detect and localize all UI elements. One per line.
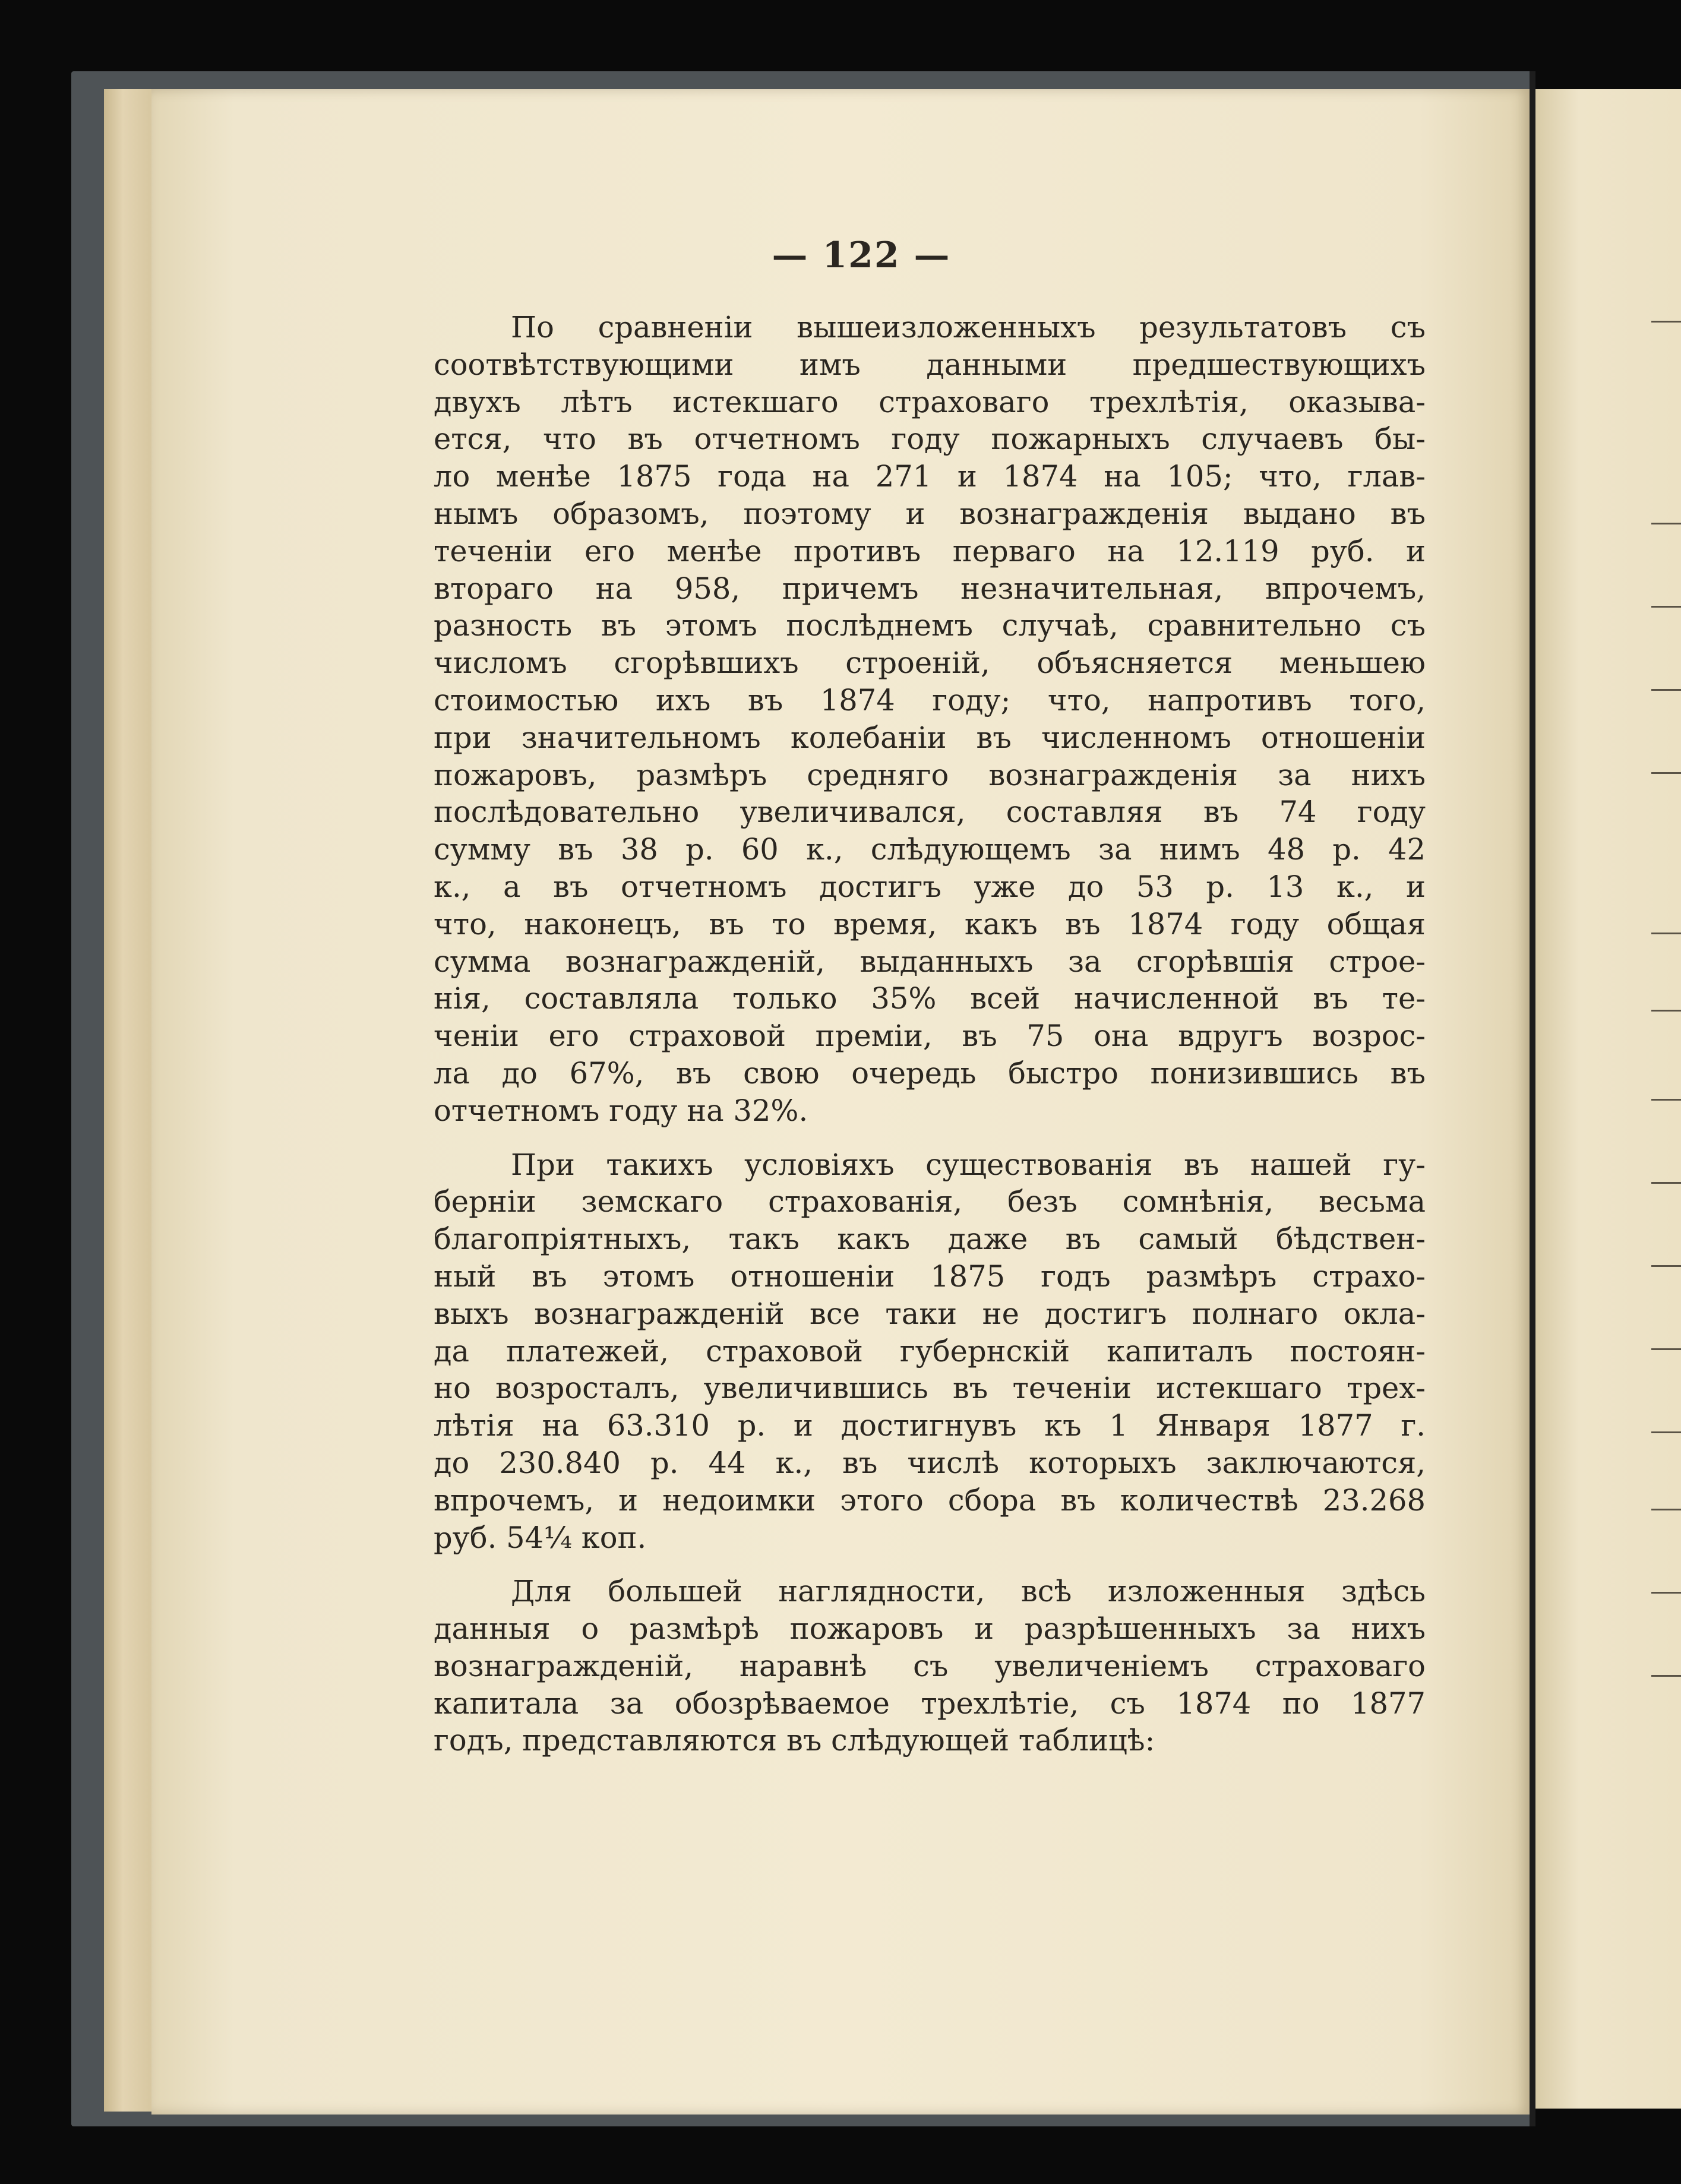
text-line: пожаровъ, размѣръ средняго вознагражденія за нихъ	[434, 757, 1426, 792]
bleed-through-line	[1651, 1099, 1681, 1101]
text-line: нія, составляла только 35% всей начисленной въ те-	[434, 981, 1426, 1016]
text-line: что, наконецъ, въ то время, какъ въ 1874 году общая	[434, 906, 1426, 941]
text-line: При такихъ условіяхъ существованія въ нашей гу-	[511, 1147, 1426, 1182]
text-line: послѣдовательно увеличивался, составляя въ 74 году	[434, 795, 1426, 830]
bleed-through-line	[1651, 1675, 1681, 1677]
text-line: втораго на 958, причемъ незначительная, впрочемъ,	[434, 571, 1426, 606]
text-line: нымъ образомъ, поэтому и вознагражденія выдано въ	[434, 496, 1426, 531]
bleed-through-line	[1651, 1182, 1681, 1184]
text-line: благопріятныхъ, такъ какъ даже въ самый бѣдствен-	[434, 1222, 1426, 1257]
text-line: данныя о размѣрѣ пожаровъ и разрѣшенныхъ за нихъ	[434, 1611, 1426, 1646]
text-line: сумма вознагражденій, выданныхъ за сгорѣвшія строе-	[434, 944, 1426, 979]
text-line: Для большей наглядности, всѣ изложенныя здѣсь	[511, 1574, 1426, 1609]
paragraph	[434, 309, 1426, 1130]
page-header	[594, 235, 1129, 276]
text-line: ченіи его страховой преміи, въ 75 она вдругъ возрос-	[434, 1019, 1426, 1054]
page-stack-edge	[104, 89, 151, 2112]
bleed-through-line	[1651, 523, 1681, 524]
text-line: стоимостью ихъ въ 1874 году; что, напротивъ того,	[434, 682, 1426, 718]
bleed-through-line	[1651, 772, 1681, 774]
bleed-through-line	[1651, 1431, 1681, 1433]
text-line: впрочемъ, и недоимки этого сбора въ количествѣ 23.268	[434, 1483, 1426, 1518]
text-line: годъ, представляются въ слѣдующей таблицѣ:	[434, 1723, 1155, 1758]
text-line: ный въ этомъ отношеніи 1875 годъ размѣръ страхо-	[434, 1259, 1426, 1294]
text-line: да платежей, страховой губернскій капиталъ постоян-	[434, 1333, 1426, 1368]
bleed-through-line	[1651, 689, 1681, 691]
bleed-through-line	[1651, 1348, 1681, 1350]
text-line: сумму въ 38 р. 60 к., слѣдующемъ за нимъ 48 р. 42	[434, 832, 1426, 867]
paragraph	[434, 1573, 1426, 1759]
text-line: вознагражденій, наравнѣ съ увеличеніемъ страховаго	[434, 1648, 1426, 1683]
text-line: капитала за обозрѣваемое трехлѣтіе, съ 1874 по 1877	[434, 1686, 1426, 1721]
bleed-through-line	[1651, 606, 1681, 608]
text-line: ло менѣе 1875 года на 271 и 1874 на 105; что, глав-	[434, 459, 1426, 494]
text-line: лѣтія на 63.310 р. и достигнувъ къ 1 Января 1877 г.	[434, 1408, 1426, 1443]
text-line: отчетномъ году на 32%.	[434, 1093, 808, 1128]
text-line: теченіи его менѣе противъ перваго на 12.119 руб. и	[434, 533, 1426, 568]
page-number: — 122 —	[772, 235, 951, 276]
text-line: но возросталъ, увеличившись въ теченіи истекшаго трех-	[434, 1371, 1426, 1406]
text-line: ла до 67%, въ свою очередь быстро понизившись въ	[434, 1055, 1426, 1091]
bleed-through-line	[1651, 1592, 1681, 1594]
bleed-through-line	[1651, 933, 1681, 934]
bleed-through-line	[1651, 1509, 1681, 1510]
text-line: при значительномъ колебаніи въ численномъ отношеніи	[434, 720, 1426, 755]
bleed-through-line	[1651, 1265, 1681, 1267]
page-text	[434, 309, 1426, 1776]
paragraph	[434, 1146, 1426, 1557]
bleed-through-line	[1651, 1010, 1681, 1012]
text-line: ется, что въ отчетномъ году пожарныхъ случаевъ бы-	[434, 422, 1426, 457]
text-line: По сравненіи вышеизложенныхъ результатовъ съ	[511, 310, 1426, 344]
text-line: выхъ вознагражденій все таки не достигъ полнаго окла-	[434, 1296, 1426, 1331]
text-line: разность въ этомъ послѣднемъ случаѣ, сравнительно съ	[434, 608, 1426, 643]
text-line: соотвѣтствующими имъ данными предшествующихъ	[434, 347, 1426, 382]
text-line: до 230.840 р. 44 к., въ числѣ которыхъ заключаются,	[434, 1445, 1426, 1480]
book-gutter	[1530, 71, 1535, 2126]
bleed-through-line	[1651, 321, 1681, 323]
text-line: к., а въ отчетномъ достигъ уже до 53 р. 13 к., и	[434, 869, 1426, 904]
text-line: числомъ сгорѣвшихъ строеній, объясняется меньшею	[434, 646, 1426, 681]
text-line: руб. 54¼ коп.	[434, 1520, 647, 1555]
text-line: двухъ лѣтъ истекшаго страховаго трехлѣтія, оказыва-	[434, 384, 1426, 419]
text-line: берніи земскаго страхованія, безъ сомнѣнія, весьма	[434, 1184, 1426, 1219]
